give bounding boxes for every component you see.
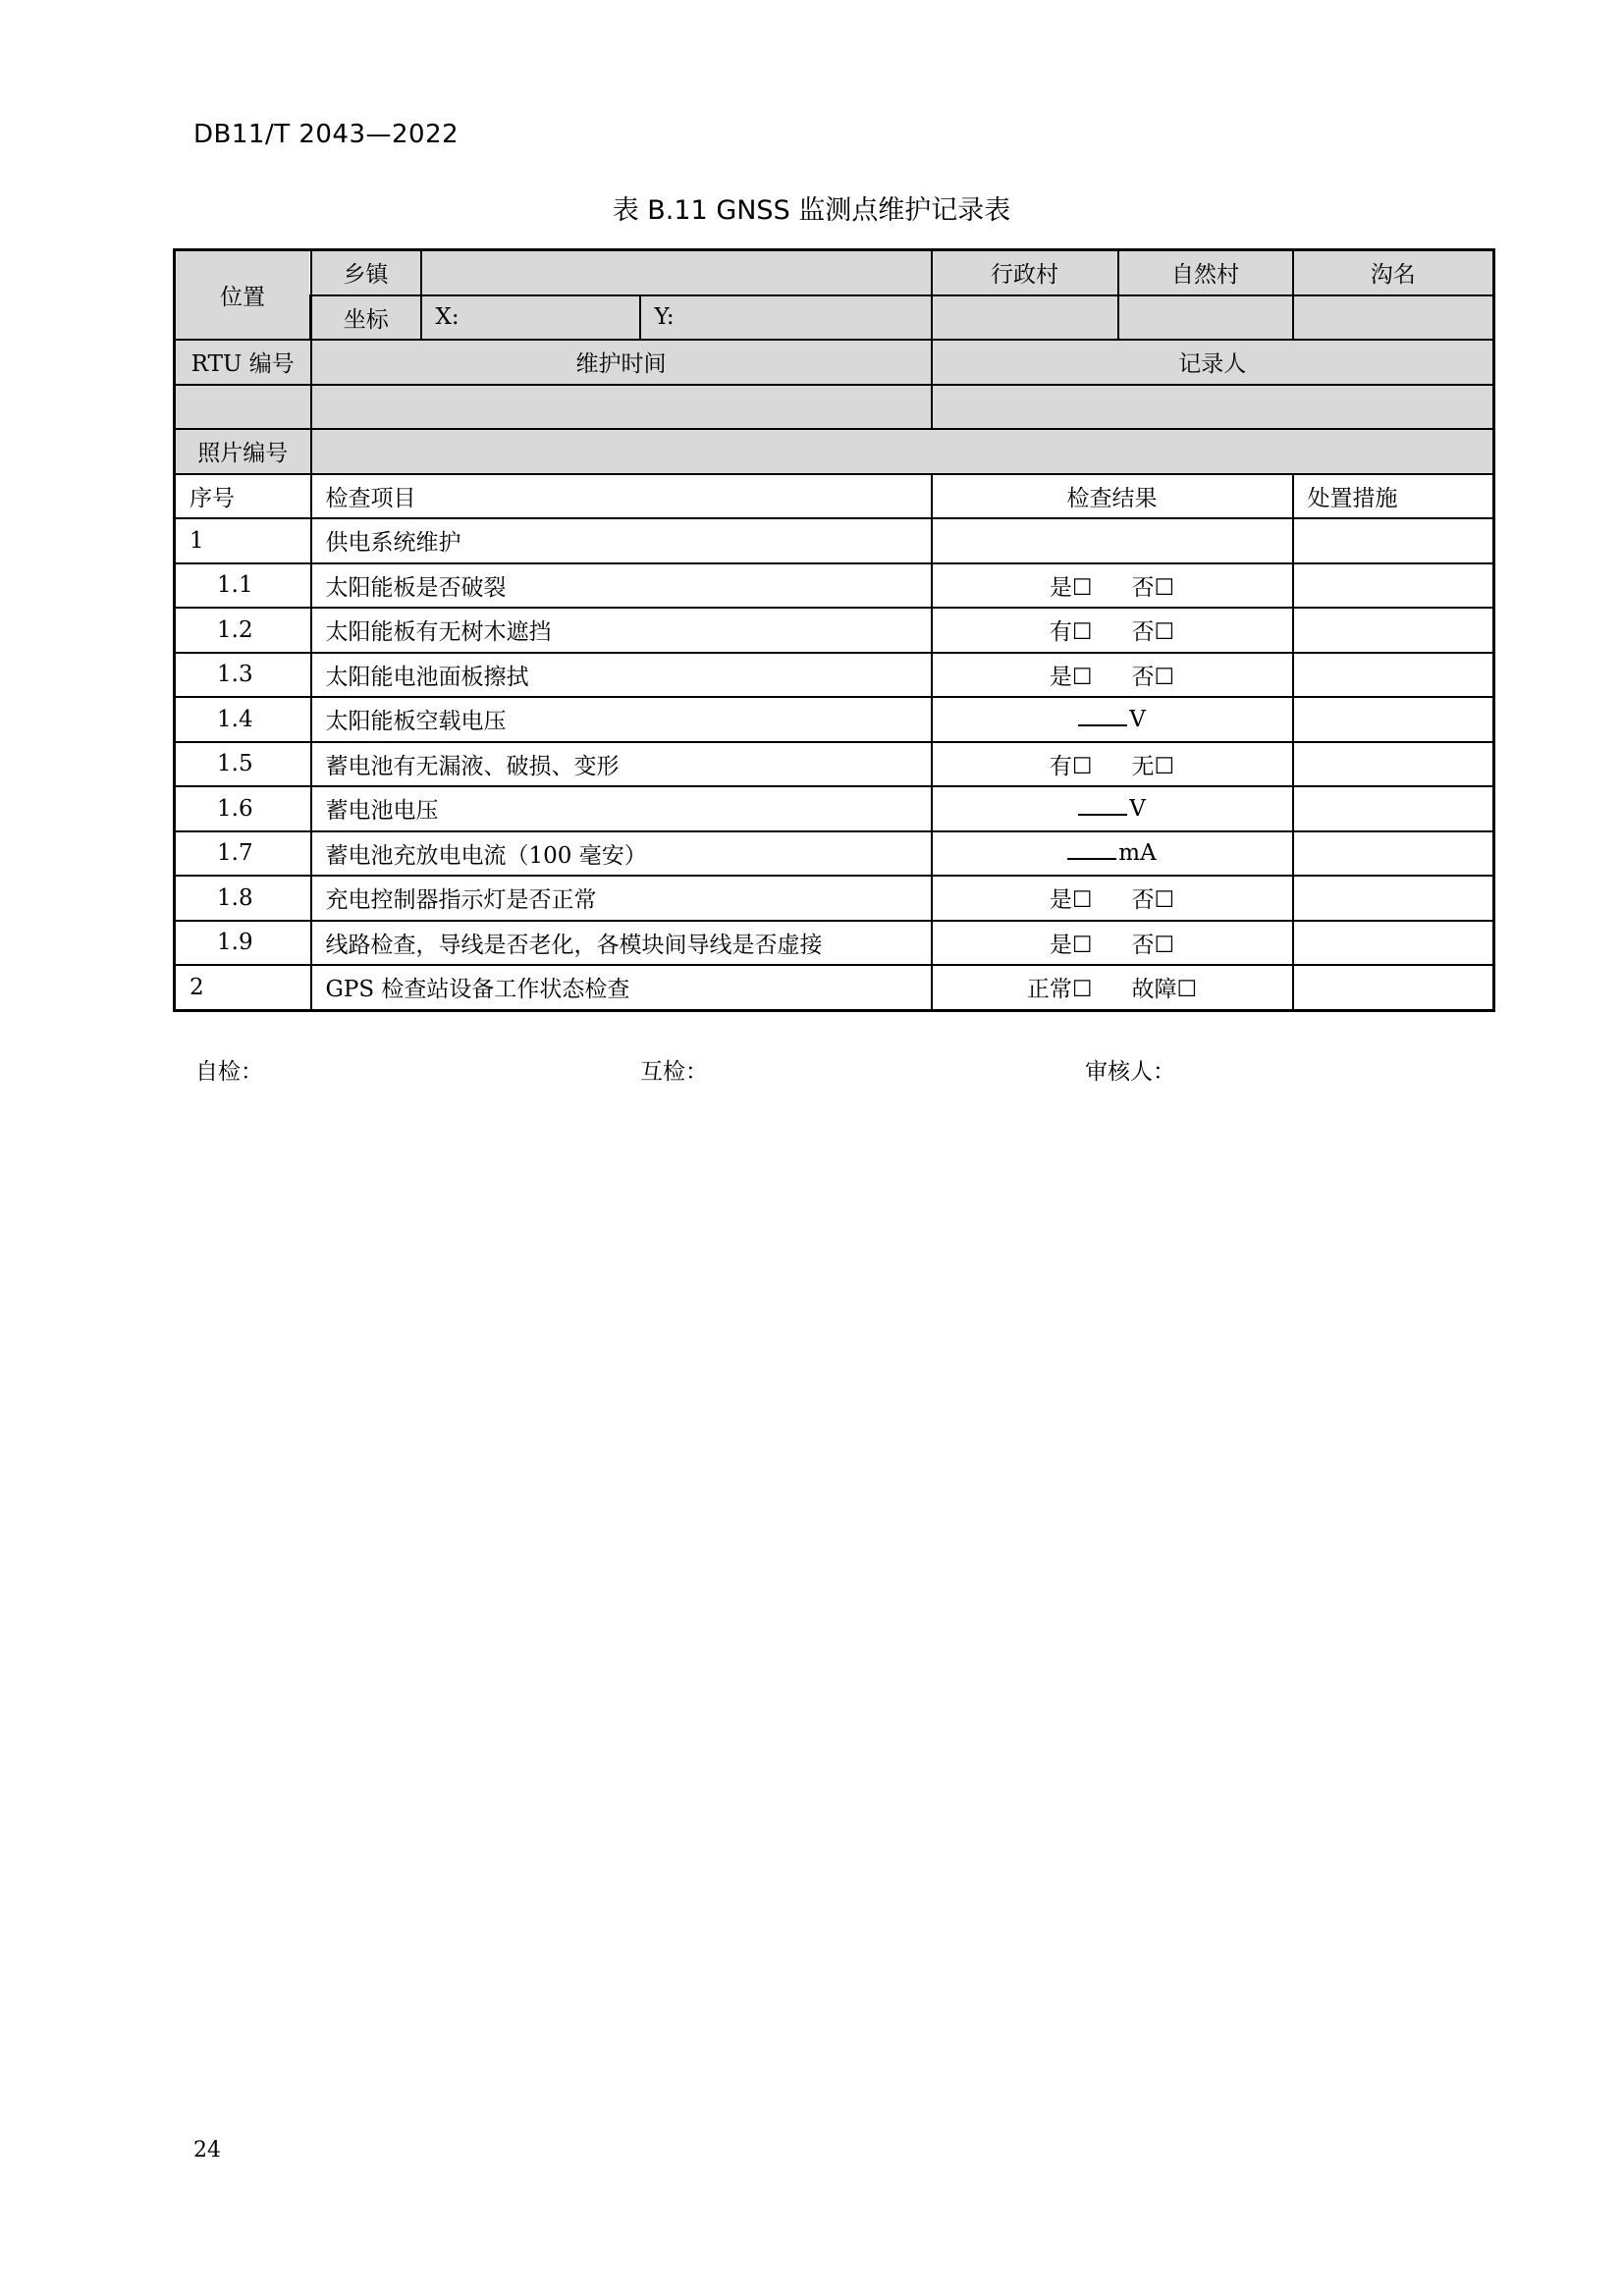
- column-header-row: [175, 474, 1494, 519]
- row-result[interactable]: [932, 563, 1293, 609]
- maint-time-value[interactable]: [311, 385, 932, 430]
- row-measure[interactable]: [1293, 965, 1494, 1010]
- result-checkbox-option[interactable]: 是☐: [1049, 574, 1093, 601]
- table-row: [175, 563, 1494, 609]
- page-number: 24: [193, 2138, 221, 2163]
- mutual-check-label: 互检：: [640, 1059, 708, 1085]
- result-blank-line[interactable]: [1078, 796, 1127, 816]
- natural-village-label: 自然村: [1118, 250, 1293, 295]
- y-coord-field[interactable]: [640, 295, 932, 341]
- row-item: 蓄电池充放电电流（100 毫安）: [311, 831, 932, 877]
- row-result[interactable]: [932, 608, 1293, 653]
- row-seq: 1.3: [175, 653, 311, 698]
- result-checkbox-option[interactable]: 否☐: [1131, 932, 1175, 958]
- row-measure[interactable]: [1293, 608, 1494, 653]
- result-unit: mA: [1118, 840, 1157, 867]
- x-label: X:: [435, 304, 460, 331]
- table-row: [175, 876, 1494, 921]
- recorder-label: 记录人: [932, 340, 1494, 385]
- result-checkbox-option[interactable]: 否☐: [1131, 664, 1175, 690]
- location-label: 位置: [175, 250, 311, 341]
- row-seq: 1.5: [175, 742, 311, 787]
- row-result[interactable]: [932, 697, 1293, 742]
- row-item: GPS 检查站设备工作状态检查: [311, 965, 932, 1010]
- table-row: [175, 921, 1494, 966]
- table-caption: 表 B.11 GNSS 监测点维护记录表: [612, 195, 1011, 226]
- row-measure[interactable]: [1293, 786, 1494, 831]
- row-item: 蓄电池电压: [311, 786, 932, 831]
- row-item: 蓄电池有无漏液、破损、变形: [311, 742, 932, 787]
- row-measure[interactable]: [1293, 921, 1494, 966]
- row-result[interactable]: [932, 653, 1293, 698]
- result-blank-line[interactable]: [1078, 707, 1127, 726]
- row-result[interactable]: [932, 518, 1293, 563]
- table-row: [175, 786, 1494, 831]
- row-item: 线路检查，导线是否老化，各模块间导线是否虚接: [311, 921, 932, 966]
- natural-village-value[interactable]: [1118, 295, 1293, 341]
- table-row: [175, 831, 1494, 877]
- row-measure[interactable]: [1293, 697, 1494, 742]
- item-header: 检查项目: [311, 474, 932, 519]
- row-seq: 1.6: [175, 786, 311, 831]
- row-measure[interactable]: [1293, 742, 1494, 787]
- admin-village-label: 行政村: [932, 250, 1118, 295]
- row-seq: 1.4: [175, 697, 311, 742]
- township-label: 乡镇: [311, 250, 421, 295]
- row-seq: 1.7: [175, 831, 311, 877]
- result-checkbox-option[interactable]: 有☐: [1049, 753, 1093, 779]
- photo-label: 照片编号: [175, 429, 311, 474]
- row-item: 供电系统维护: [311, 518, 932, 563]
- result-unit: V: [1129, 795, 1146, 822]
- result-checkbox-option[interactable]: 否☐: [1131, 574, 1175, 601]
- row-result[interactable]: [932, 921, 1293, 966]
- table-row: [175, 608, 1494, 653]
- location-row-2: [175, 295, 1494, 341]
- row-item: 太阳能板空载电压: [311, 697, 932, 742]
- rtu-value[interactable]: [175, 385, 311, 430]
- row-result[interactable]: [932, 965, 1293, 1010]
- document-code: DB11/T 2043—2022: [193, 120, 460, 149]
- row-measure[interactable]: [1293, 876, 1494, 921]
- admin-village-value[interactable]: [932, 295, 1118, 341]
- reviewer-label: 审核人：: [1085, 1059, 1175, 1085]
- row-seq: 1: [175, 518, 311, 563]
- gully-value[interactable]: [1293, 295, 1494, 341]
- seq-header: 序号: [175, 474, 311, 519]
- x-coord-field[interactable]: [421, 295, 640, 341]
- row-measure[interactable]: [1293, 831, 1494, 877]
- rtu-label: RTU 编号: [175, 340, 311, 385]
- result-blank-line[interactable]: [1067, 840, 1116, 860]
- row-item: 充电控制器指示灯是否正常: [311, 876, 932, 921]
- row-result[interactable]: [932, 742, 1293, 787]
- result-header: 检查结果: [932, 474, 1293, 519]
- maint-time-label: 维护时间: [311, 340, 932, 385]
- row-measure[interactable]: [1293, 653, 1494, 698]
- result-checkbox-option[interactable]: 无☐: [1131, 753, 1175, 779]
- row-result[interactable]: [932, 786, 1293, 831]
- result-checkbox-option[interactable]: 否☐: [1131, 887, 1175, 914]
- row-measure[interactable]: [1293, 518, 1494, 563]
- y-label: Y:: [654, 304, 675, 331]
- table-row: [175, 697, 1494, 742]
- result-checkbox-option[interactable]: 正常☐: [1026, 977, 1093, 1003]
- row-seq: 1.8: [175, 876, 311, 921]
- maintenance-record-table: [173, 248, 1495, 1012]
- row-item: 太阳能电池面板擦拭: [311, 653, 932, 698]
- self-check-label: 自检：: [195, 1059, 263, 1085]
- meta-header-row: [175, 340, 1494, 385]
- photo-value[interactable]: [311, 429, 1494, 474]
- result-checkbox-option[interactable]: 故障☐: [1131, 977, 1198, 1003]
- row-seq: 2: [175, 965, 311, 1010]
- gully-label: 沟名: [1293, 250, 1494, 295]
- table-row: [175, 965, 1494, 1010]
- row-seq: 1.9: [175, 921, 311, 966]
- row-seq: 1.1: [175, 563, 311, 609]
- row-result[interactable]: [932, 831, 1293, 877]
- row-seq: 1.2: [175, 608, 311, 653]
- result-unit: V: [1129, 706, 1146, 732]
- result-checkbox-option[interactable]: 是☐: [1049, 932, 1093, 958]
- location-row-1: [175, 250, 1494, 295]
- row-measure[interactable]: [1293, 563, 1494, 609]
- township-value[interactable]: [421, 250, 932, 295]
- result-checkbox-option[interactable]: 是☐: [1049, 664, 1093, 690]
- result-checkbox-option[interactable]: 否☐: [1131, 619, 1175, 646]
- result-checkbox-option[interactable]: 有☐: [1049, 619, 1093, 646]
- table-row: [175, 742, 1494, 787]
- meta-value-row: [175, 385, 1494, 430]
- recorder-value[interactable]: [932, 385, 1494, 430]
- row-item: 太阳能板是否破裂: [311, 563, 932, 609]
- photo-row: [175, 429, 1494, 474]
- row-result[interactable]: [932, 876, 1293, 921]
- row-item: 太阳能板有无树木遮挡: [311, 608, 932, 653]
- result-checkbox-option[interactable]: 是☐: [1049, 887, 1093, 914]
- measure-header: 处置措施: [1293, 474, 1494, 519]
- table-row: [175, 518, 1494, 563]
- table-row: [175, 653, 1494, 698]
- coord-label: 坐标: [311, 295, 421, 341]
